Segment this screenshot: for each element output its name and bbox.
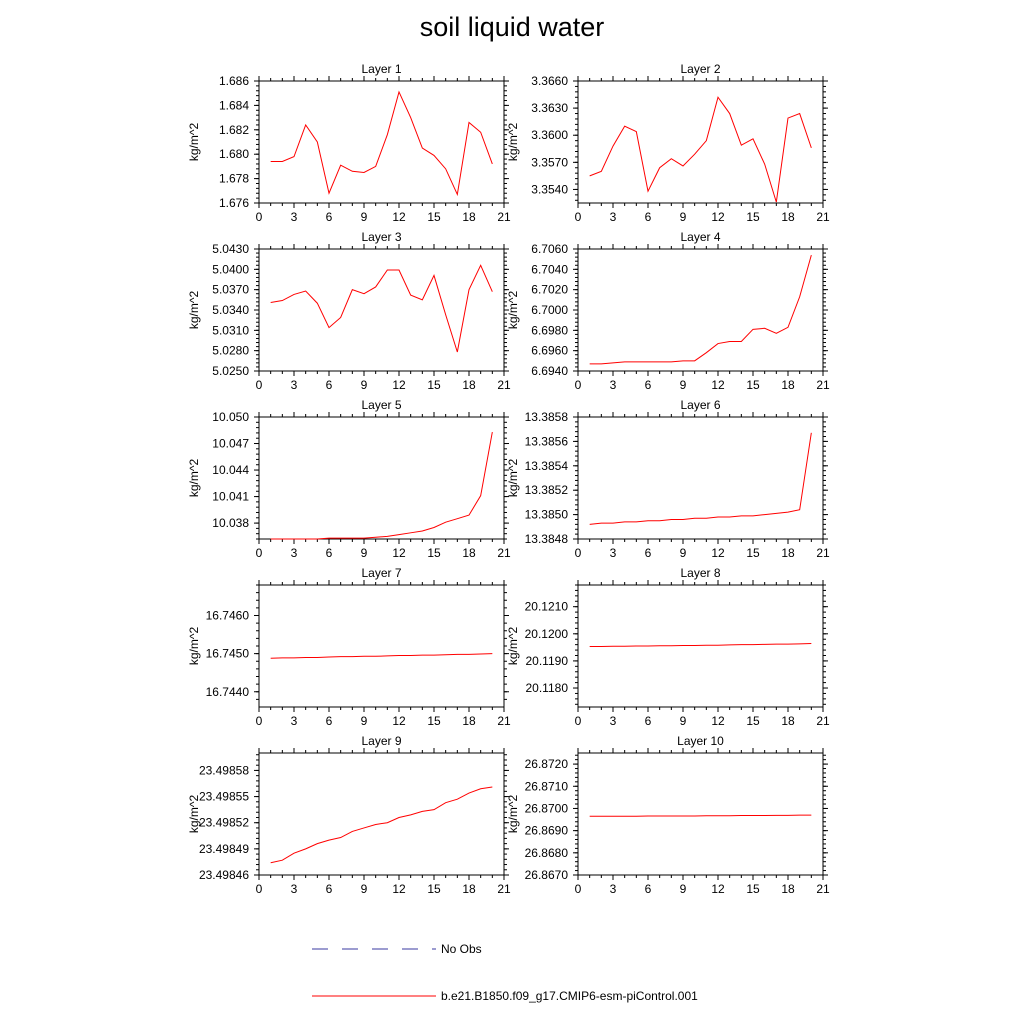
y-tick-label: 26.8720 <box>524 757 568 772</box>
x-tick-label: 6 <box>325 378 333 392</box>
panel-title: Layer 6 <box>680 398 721 412</box>
x-tick-label: 15 <box>746 714 760 728</box>
series-line <box>590 255 812 364</box>
x-tick-label: 15 <box>746 882 760 896</box>
y-axis-label: kg/m^2 <box>506 458 520 498</box>
y-tick-label: 13.3854 <box>524 458 568 473</box>
x-tick-label: 9 <box>679 210 687 224</box>
y-tick-label: 23.49855 <box>198 789 249 804</box>
x-tick-label: 12 <box>392 378 406 392</box>
y-tick-label: 5.0400 <box>212 262 249 277</box>
y-tick-label: 5.0310 <box>212 323 249 338</box>
series-line <box>271 654 493 659</box>
x-tick-label: 12 <box>711 546 725 560</box>
y-tick-label: 10.047 <box>212 436 249 451</box>
plot-frame <box>259 753 504 875</box>
y-tick-label: 10.044 <box>212 463 249 478</box>
y-axis-label: kg/m^2 <box>187 458 201 498</box>
y-tick-label: 5.0340 <box>212 303 249 317</box>
panel-title: Layer 3 <box>361 230 402 244</box>
x-tick-label: 18 <box>781 378 795 392</box>
series-line <box>271 787 493 863</box>
x-tick-label: 18 <box>781 714 795 728</box>
y-axis-label: kg/m^2 <box>187 290 201 330</box>
x-tick-label: 21 <box>816 378 830 392</box>
x-tick-label: 15 <box>427 210 441 224</box>
x-tick-label: 21 <box>497 546 511 560</box>
x-tick-label: 12 <box>392 546 406 560</box>
panel-3 <box>187 230 511 392</box>
x-tick-label: 18 <box>462 210 476 224</box>
y-tick-label: 23.49846 <box>198 868 249 882</box>
y-tick-label: 6.7020 <box>531 282 568 297</box>
y-axis-label: kg/m^2 <box>506 290 520 330</box>
panel-9 <box>187 734 511 896</box>
x-tick-label: 6 <box>644 714 652 728</box>
x-tick-label: 0 <box>255 210 263 224</box>
y-tick-label: 20.1210 <box>524 599 568 614</box>
series-line <box>590 815 812 816</box>
x-tick-label: 12 <box>711 378 725 392</box>
x-tick-label: 3 <box>290 546 298 560</box>
x-tick-label: 15 <box>746 378 760 392</box>
series-line <box>590 433 812 525</box>
x-tick-label: 21 <box>816 546 830 560</box>
y-tick-label: 10.050 <box>212 410 249 424</box>
series-line <box>271 432 493 539</box>
x-tick-label: 21 <box>497 210 511 224</box>
x-tick-label: 15 <box>427 378 441 392</box>
x-tick-label: 12 <box>711 210 725 224</box>
x-tick-label: 6 <box>644 546 652 560</box>
x-tick-label: 21 <box>497 378 511 392</box>
y-tick-label: 1.678 <box>218 171 249 186</box>
x-tick-label: 9 <box>679 546 687 560</box>
y-axis-label: kg/m^2 <box>506 626 520 666</box>
plot-frame <box>578 81 823 203</box>
y-tick-label: 3.3660 <box>531 74 568 88</box>
x-tick-label: 0 <box>255 378 263 392</box>
y-tick-label: 13.3856 <box>524 434 568 449</box>
panel-title: Layer 8 <box>680 566 721 580</box>
panel-1 <box>187 62 511 224</box>
x-tick-label: 21 <box>816 714 830 728</box>
y-tick-label: 6.6980 <box>531 323 568 338</box>
y-tick-label: 23.49852 <box>198 815 249 830</box>
y-tick-label: 1.676 <box>218 196 249 210</box>
y-tick-label: 3.3630 <box>531 101 568 116</box>
chart-legend <box>312 949 436 996</box>
panel-4 <box>506 230 830 392</box>
x-tick-label: 12 <box>392 210 406 224</box>
y-tick-label: 3.3540 <box>531 182 568 197</box>
y-tick-label: 3.3600 <box>531 128 568 143</box>
y-axis-label: kg/m^2 <box>506 794 520 834</box>
y-tick-label: 6.7000 <box>531 303 568 317</box>
y-tick-label: 1.686 <box>218 74 249 88</box>
x-tick-label: 9 <box>679 378 687 392</box>
chart-panels <box>187 62 830 896</box>
x-tick-label: 12 <box>392 714 406 728</box>
x-tick-label: 21 <box>497 714 511 728</box>
figure-title: soil liquid water <box>419 12 605 42</box>
y-tick-label: 20.1200 <box>524 626 568 641</box>
x-tick-label: 6 <box>325 714 333 728</box>
x-tick-label: 15 <box>746 210 760 224</box>
x-tick-label: 9 <box>360 546 368 560</box>
y-tick-label: 3.3570 <box>531 155 568 170</box>
y-tick-label: 6.7040 <box>531 262 568 277</box>
x-tick-label: 9 <box>679 714 687 728</box>
panel-5 <box>187 398 511 560</box>
x-tick-label: 6 <box>644 378 652 392</box>
y-tick-label: 6.6940 <box>531 364 568 378</box>
x-tick-label: 3 <box>290 714 298 728</box>
y-tick-label: 23.49849 <box>198 841 249 856</box>
plot-frame <box>259 249 504 371</box>
x-tick-label: 18 <box>462 714 476 728</box>
x-tick-label: 0 <box>255 882 263 896</box>
x-tick-label: 6 <box>644 210 652 224</box>
y-tick-label: 13.3848 <box>524 532 568 546</box>
x-tick-label: 21 <box>497 882 511 896</box>
y-tick-label: 26.8680 <box>524 845 568 860</box>
panel-8 <box>506 566 830 728</box>
panel-6 <box>506 398 830 560</box>
panel-title: Layer 2 <box>680 62 721 76</box>
x-tick-label: 18 <box>781 546 795 560</box>
panel-7 <box>187 566 511 728</box>
x-tick-label: 3 <box>290 882 298 896</box>
x-tick-label: 0 <box>255 546 263 560</box>
x-tick-label: 15 <box>427 882 441 896</box>
x-tick-label: 18 <box>462 546 476 560</box>
x-tick-label: 21 <box>816 882 830 896</box>
x-tick-label: 0 <box>255 714 263 728</box>
y-tick-label: 23.49858 <box>198 763 249 778</box>
x-tick-label: 9 <box>360 882 368 896</box>
x-tick-label: 21 <box>816 210 830 224</box>
x-tick-label: 12 <box>711 882 725 896</box>
x-tick-label: 0 <box>574 210 582 224</box>
series-line <box>590 644 812 647</box>
plot-frame <box>578 753 823 875</box>
y-tick-label: 5.0250 <box>212 364 249 378</box>
y-tick-label: 6.6960 <box>531 343 568 358</box>
panel-title: Layer 7 <box>361 566 402 580</box>
x-tick-label: 3 <box>609 882 617 896</box>
y-tick-label: 26.8700 <box>524 801 568 816</box>
legend-label-no-obs: No Obs <box>441 942 482 956</box>
y-axis-label: kg/m^2 <box>187 626 201 666</box>
y-tick-label: 13.3850 <box>524 507 568 522</box>
x-tick-label: 9 <box>360 210 368 224</box>
x-tick-label: 3 <box>290 378 298 392</box>
x-tick-label: 3 <box>609 210 617 224</box>
plot-frame <box>259 417 504 539</box>
panel-10 <box>506 734 830 896</box>
y-tick-label: 1.680 <box>218 147 249 162</box>
x-tick-label: 12 <box>392 882 406 896</box>
y-axis-label: kg/m^2 <box>187 794 201 834</box>
y-axis-label: kg/m^2 <box>187 122 201 162</box>
y-tick-label: 10.038 <box>212 516 249 531</box>
panel-title: Layer 9 <box>361 734 402 748</box>
x-tick-label: 15 <box>427 546 441 560</box>
y-tick-label: 13.3852 <box>524 483 568 498</box>
x-tick-label: 18 <box>462 882 476 896</box>
x-tick-label: 9 <box>360 378 368 392</box>
x-tick-label: 6 <box>325 210 333 224</box>
x-tick-label: 9 <box>679 882 687 896</box>
y-tick-label: 5.0280 <box>212 343 249 358</box>
x-tick-label: 18 <box>781 210 795 224</box>
panel-title: Layer 10 <box>677 734 724 748</box>
panel-title: Layer 1 <box>361 62 402 76</box>
x-tick-label: 18 <box>462 378 476 392</box>
x-tick-label: 0 <box>574 546 582 560</box>
y-tick-label: 26.8670 <box>524 868 568 882</box>
x-tick-label: 6 <box>644 882 652 896</box>
y-tick-label: 1.684 <box>218 98 249 113</box>
x-tick-label: 0 <box>574 882 582 896</box>
y-tick-label: 6.7060 <box>531 242 568 256</box>
series-line <box>271 265 493 352</box>
x-tick-label: 3 <box>609 546 617 560</box>
panel-2 <box>506 62 830 224</box>
y-tick-label: 16.7450 <box>205 646 249 661</box>
x-tick-label: 6 <box>325 546 333 560</box>
plot-frame <box>578 249 823 371</box>
x-tick-label: 15 <box>427 714 441 728</box>
y-tick-label: 26.8710 <box>524 779 568 794</box>
plot-frame <box>259 81 504 203</box>
y-tick-label: 20.1190 <box>525 653 568 668</box>
y-tick-label: 1.682 <box>218 122 249 137</box>
x-tick-label: 0 <box>574 378 582 392</box>
x-tick-label: 3 <box>609 714 617 728</box>
legend-label-model-run: b.e21.B1850.f09_g17.CMIP6-esm-piControl.001 <box>441 989 698 1003</box>
plot-frame <box>578 417 823 539</box>
x-tick-label: 18 <box>781 882 795 896</box>
series-line <box>271 92 493 194</box>
x-tick-label: 3 <box>290 210 298 224</box>
y-tick-label: 5.0430 <box>212 242 249 256</box>
panel-title: Layer 4 <box>680 230 721 244</box>
y-axis-label: kg/m^2 <box>506 122 520 162</box>
y-tick-label: 5.0370 <box>212 282 249 297</box>
y-tick-label: 16.7460 <box>205 608 249 623</box>
y-tick-label: 20.1180 <box>525 681 568 696</box>
series-line <box>590 97 812 202</box>
y-tick-label: 16.7440 <box>205 684 249 699</box>
x-tick-label: 9 <box>360 714 368 728</box>
y-tick-label: 26.8690 <box>524 823 568 838</box>
x-tick-label: 6 <box>325 882 333 896</box>
y-tick-label: 13.3858 <box>524 410 568 424</box>
x-tick-label: 3 <box>609 378 617 392</box>
x-tick-label: 15 <box>746 546 760 560</box>
panel-title: Layer 5 <box>361 398 402 412</box>
y-tick-label: 10.041 <box>212 489 249 504</box>
x-tick-label: 0 <box>574 714 582 728</box>
x-tick-label: 12 <box>711 714 725 728</box>
plot-frame <box>259 585 504 707</box>
